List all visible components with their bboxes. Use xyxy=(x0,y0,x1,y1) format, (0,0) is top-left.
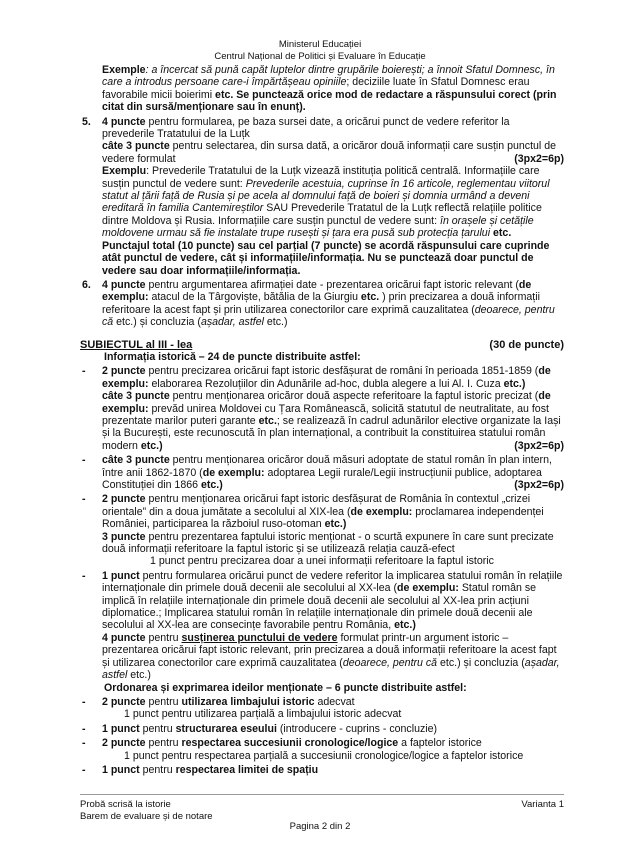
item-number: 6. xyxy=(82,278,91,291)
list-item: - 1 punct pentru formularea oricărui punct de vedere referitor la implicarea statului român în relațiile internaționale din primele două decenii ale secolului al XX-lea (de exemplu: Statul român se implică în relațiile internaționale din primele două decenii ale secolului al XX-lea prin acțiuni diplomatice.; Implicarea statului român în relațiile internaționale din primele două decenii ale secolului al XX-lea are consecințe favorabile pentru România, etc.) 4 puncte pentru susținerea punctului de vedere formulat printr-un argument istoric – prezentarea oricărui fapt istoric relevant, prin precizarea a două informații referitoare la acest fapt și utilizarea conectorilor care exprimă cauzalitatea (deoarece, pentru că etc.) și concluzia (așadar, astfel etc.) xyxy=(82,569,563,682)
scoring-note: Punctajul total (10 puncte) sau cel parțial (7 puncte) se acordă răspunsului care cuprinde atât punctul de vedere, cât și informațiile/informația. Nu se punctează doar punctul de vedere sau doar informațiile/informația. xyxy=(102,239,550,277)
list-item: - 2 puncte pentru utilizarea limbajului istoric adecvat 1 punct pentru utilizarea parțială a limbajului istoric adecvat xyxy=(82,695,402,721)
intro-examples: Exemple: a încercat să pună capăt luptelor dintre grupările boierești; a înnoit Sfatul Domnesc, în care a introdus persoane care-i împărtășeau opiniile; deciziile luate în Sfatul Domnesc erau favorabile micii boierimi etc. Se punctează orice mod de redactare a răspunsului corect (prin citat din sursă/menționare sau în enunț). xyxy=(102,64,557,114)
list-item: - 2 puncte pentru precizarea oricărui fapt istoric desfășurat de români în perioada 1851-1859 (de exemplu: elaborarea Rezoluțiilor din Adunările ad-hoc, dubla alegere a lui Al. I. Cuza etc.) câte 3 puncte pentru menționarea oricăror două aspecte referitoare la faptul istoric precizat (de exemplu: prevăd unirea Moldovei cu Țara Românească, solicită statutul de neutralitate, au fost prezentate marilor puteri garante etc.; se realizează în cadrul adunărilor elective organizate la Iași și la București, este recunoscută în plan internațional, a contribuit la constituirea statului român modern etc.) (3px2=6p) xyxy=(82,365,564,452)
page-header xyxy=(0,39,640,63)
page-footer xyxy=(80,799,564,823)
list-item: - 2 puncte pentru respectarea succesiunii cronologice/logice a faptelor istorice 1 punct pentru respectarea parțială a succesiunii cronologice/logice a faptelor istorice xyxy=(82,737,524,762)
list-item: - câte 3 puncte pentru menționarea oricăror două măsuri adoptate de statul român în plan intern, între anii 1862-1870 (de exemplu: adoptarea Legii rurale/Legii instrucțiunii publice, adoptarea Constituției din 1866 etc.) (3px2=6p) xyxy=(82,454,564,491)
list-item: - 2 puncte pentru menționarea oricărui fapt istoric desfășurat de România în contextul „crizei orientale” din a doua jumătate a secolului al XIX-lea (de exemplu: proclamarea independenței României, participarea la războiul ruso-otoman etc.) 3 puncte pentru prezentarea faptului istoric menționat - o scurtă expunere în care sunt precizate două informații referitoare la faptul istoric și se utilizează relația cauză-efect 1 punct pentru precizarea doar a unei informații referitoare la faptul istoric xyxy=(82,493,554,568)
footer-left-1: Probă scrisă la istorie xyxy=(80,799,171,810)
ministry-name: Ministerul Educației xyxy=(278,39,362,50)
list-item: - 1 punct pentru respectarea limitei de spațiu xyxy=(82,763,319,776)
footer-variant: Varianta 1 xyxy=(521,799,564,810)
item-number: 5. xyxy=(82,115,91,128)
list-item: - 1 punct pentru structurarea eseului (introducere - cuprins - concluzie) xyxy=(82,722,438,735)
item-5: 5. 4 puncte pentru formularea, pe baza sursei date, a oricărui punct de vedere referitor la prevederile Tratatului de la Luțk câte 3 puncte pentru selectarea, din sursa dată, a oricăror două informații care susțin punctul de vedere formulat (3px2=6p) Exemplu: Prevederile Tratatului de la Luțk vizează instituția politică centrală. Informațiile care susțin punctul de vedere sunt: Prevederile acestuia, cuprinse în 16 articole, reglementau viitorul statut al țării față de Rusia și pe acela al domnului față de boieri și domnia urmând a deveni ereditară în familia Cantemireștilor SAU Prevederile Tratatul de la Luțk reflectă relațiile politice dintre Moldova și Rusia. Informațiile care susțin punctul de vedere sunt: în orașele și cetățile moldovene urmau să fie instalate trupe rusești și țara era pusă sub protecția țarului etc. Punctajul total (10 puncte) sau cel parțial (7 puncte) se acordă răspunsului care cuprinde atât punctul de vedere, cât și informațiile/informația. Nu se punctează doar punctul de vedere sau doar informațiile/informația. xyxy=(82,115,564,277)
info-heading: Informația istorică – 24 de puncte distribuite astfel: xyxy=(104,350,361,363)
center-name: Centrul Național de Politici și Evaluare în Educație xyxy=(214,51,426,62)
points-label: (3px2=6p) xyxy=(514,152,564,165)
document-body xyxy=(80,64,564,776)
footer-left-2: Barem de evaluare și de notare xyxy=(80,811,213,822)
page-number: Pagina 2 din 2 xyxy=(289,821,351,832)
footer-divider xyxy=(80,794,564,795)
section-3-title: SUBIECTUL al III - lea (30 de puncte) xyxy=(80,338,564,351)
order-heading: Ordonarea și exprimarea ideilor menționate – 6 puncte distribuite astfel: xyxy=(104,681,467,694)
item-6: 6. 4 puncte pentru argumentarea afirmației date - prezentarea oricărui fapt istoric relevant (de exemplu: atacul de la Târgoviște, bătălia de la Giurgiu etc. ) prin precizarea a două informații referitoare la acest fapt și prin utilizarea conectorilor care exprimă cauzalitatea (deoarece, pentru că etc.) și concluzia (așadar, astfel etc.) xyxy=(82,278,555,329)
